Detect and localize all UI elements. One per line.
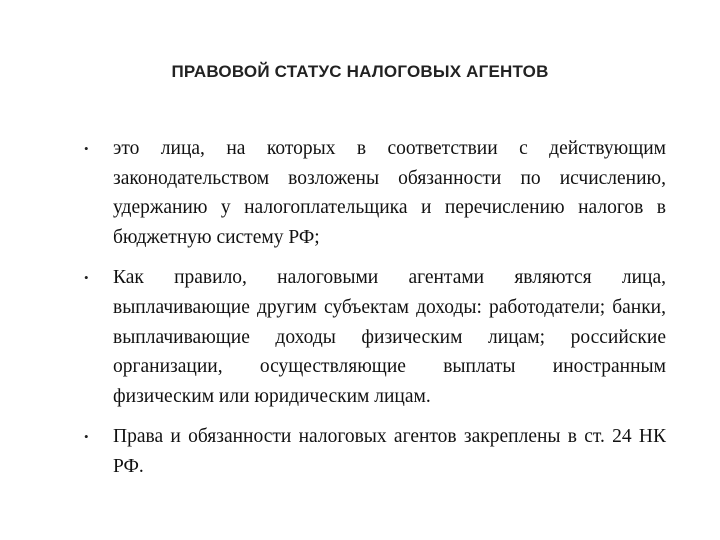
- list-item-text: это лица, на которых в соответствии с действующим законодательством возложены обязанности по исчислению, удержанию у налогоплательщика и перечислению налогов в бюджетную систему РФ;: [113, 138, 666, 248]
- slide-title: ПРАВОВОЙ СТАТУС НАЛОГОВЫХ АГЕНТОВ: [171, 62, 549, 81]
- bullet-icon: •: [84, 429, 89, 445]
- list-item: [84, 263, 666, 411]
- bullet-list: [84, 134, 666, 493]
- bullet-icon: •: [84, 270, 89, 286]
- list-item-text: Как правило, налоговыми агентами являются лица, выплачивающие другим субъектам доходы: работодатели; банки, выплачивающие доходы физическим лицам; российские организации, осуществляющие выплаты иностранным физическим или юридическим лицам.: [113, 267, 666, 407]
- list-item: [84, 134, 666, 252]
- bullet-icon: •: [84, 141, 89, 156]
- list-item-text: Права и обязанности налоговых агентов закреплены в ст. 24 НК РФ.: [113, 426, 666, 477]
- list-item: [84, 422, 666, 481]
